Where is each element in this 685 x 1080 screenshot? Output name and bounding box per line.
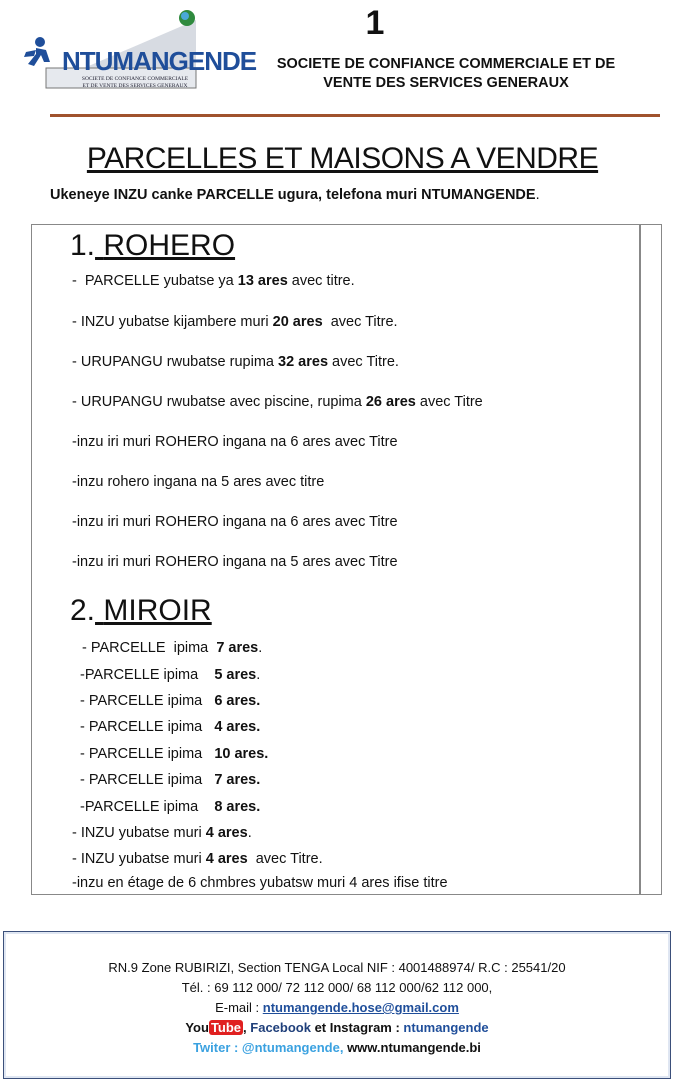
listing-item: - INZU yubatse muri 4 ares avec Titre.: [72, 851, 323, 867]
listing-item: -PARCELLE ipima 8 ares.: [80, 799, 261, 815]
listing-item: - URUPANGU rwubatse avec piscine, rupima 26 ares avec Titre: [72, 394, 483, 410]
footer-content: [4, 958, 670, 1058]
section-name: MIROIR: [103, 594, 212, 627]
footer-social-row: [4, 1018, 670, 1038]
company-name: [236, 55, 656, 93]
company-name-line2: VENTE DES SERVICES GENERAUX: [323, 75, 569, 91]
listing-item: - PARCELLE yubatse ya 13 ares avec titre.: [72, 273, 355, 289]
section-title-miroir: [70, 594, 212, 628]
website-link[interactable]: www.ntumangende.bi: [343, 1040, 481, 1055]
header-divider: [50, 114, 660, 117]
section-number: 2.: [70, 594, 96, 627]
social-handle[interactable]: ntumangende: [403, 1020, 489, 1035]
listing-item: -inzu iri muri ROHERO ingana na 6 ares avec Titre: [72, 434, 398, 450]
twitter-handle[interactable]: Twiter : @ntumangende,: [193, 1040, 344, 1055]
logo-subtitle-line2: ET DE VENTE DES SERVICES GENERAUX: [82, 83, 188, 89]
social-comma: ,: [243, 1020, 247, 1035]
footer-box: [3, 931, 671, 1079]
section-name: ROHERO: [103, 229, 236, 262]
page-subtitle: [50, 187, 540, 203]
footer-email-row: [4, 998, 670, 1018]
listing-box-edge: [639, 224, 662, 895]
facebook-link[interactable]: Facebook: [246, 1020, 311, 1035]
listing-item: - PARCELLE ipima 7 ares.: [80, 772, 261, 788]
listing-item: -inzu iri muri ROHERO ingana na 5 ares avec Titre: [72, 554, 398, 570]
youtube-logo[interactable]: Tube: [210, 1020, 242, 1035]
listing-item: - PARCELLE ipima 7 ares.: [82, 640, 263, 656]
listing-item: - PARCELLE ipima 4 ares.: [80, 719, 261, 735]
listing-item: -inzu iri muri ROHERO ingana na 6 ares avec Titre: [72, 514, 398, 530]
company-name-line1: SOCIETE DE CONFIANCE COMMERCIALE ET DE: [276, 56, 616, 72]
listing-item: - INZU yubatse kijambere muri 20 ares avec Titre.: [72, 314, 398, 330]
email-label: E-mail :: [215, 1000, 263, 1015]
footer-address: RN.9 Zone RUBIRIZI, Section TENGA Local NIF : 4001488974/ R.C : 25541/20: [108, 960, 566, 975]
listing-item: -PARCELLE ipima 5 ares.: [80, 667, 261, 683]
footer-web-row: [4, 1038, 670, 1058]
page-title: PARCELLES ET MAISONS A VENDRE: [86, 142, 599, 175]
listing-item: -inzu en étage de 6 chmbres yubatsw muri 4 ares ifise titre: [72, 875, 448, 891]
youtube-you[interactable]: You: [185, 1020, 209, 1035]
listing-item: -inzu rohero ingana na 5 ares avec titre: [72, 474, 325, 490]
logo-subtitle: [60, 76, 210, 90]
listing-item: - PARCELLE ipima 10 ares.: [80, 746, 269, 762]
logo-wordmark: NTUMANGENDE: [62, 46, 257, 76]
listing-item: - PARCELLE ipima 6 ares.: [80, 693, 261, 709]
logo-subtitle-line1: SOCIETE DE CONFIANCE COMMERCIALE: [81, 76, 189, 82]
section-number: 1.: [70, 229, 96, 262]
listing-item: - URUPANGU rwubatse rupima 32 ares avec Titre.: [72, 354, 399, 370]
listing-item: - INZU yubatse muri 4 ares.: [72, 825, 252, 841]
page-number: 1: [365, 4, 385, 42]
section-title-rohero: [70, 229, 235, 263]
subtitle-period: .: [535, 187, 540, 203]
subtitle-text: Ukeneye INZU canke PARCELLE ugura, telefona muri NTUMANGENDE: [50, 187, 536, 203]
email-link[interactable]: ntumangende.hose@gmail.com: [262, 1000, 459, 1015]
footer-phone: Tél. : 69 112 000/ 72 112 000/ 68 112 000/62 112 000,: [181, 980, 493, 995]
instagram-label: et Instagram :: [310, 1020, 404, 1035]
